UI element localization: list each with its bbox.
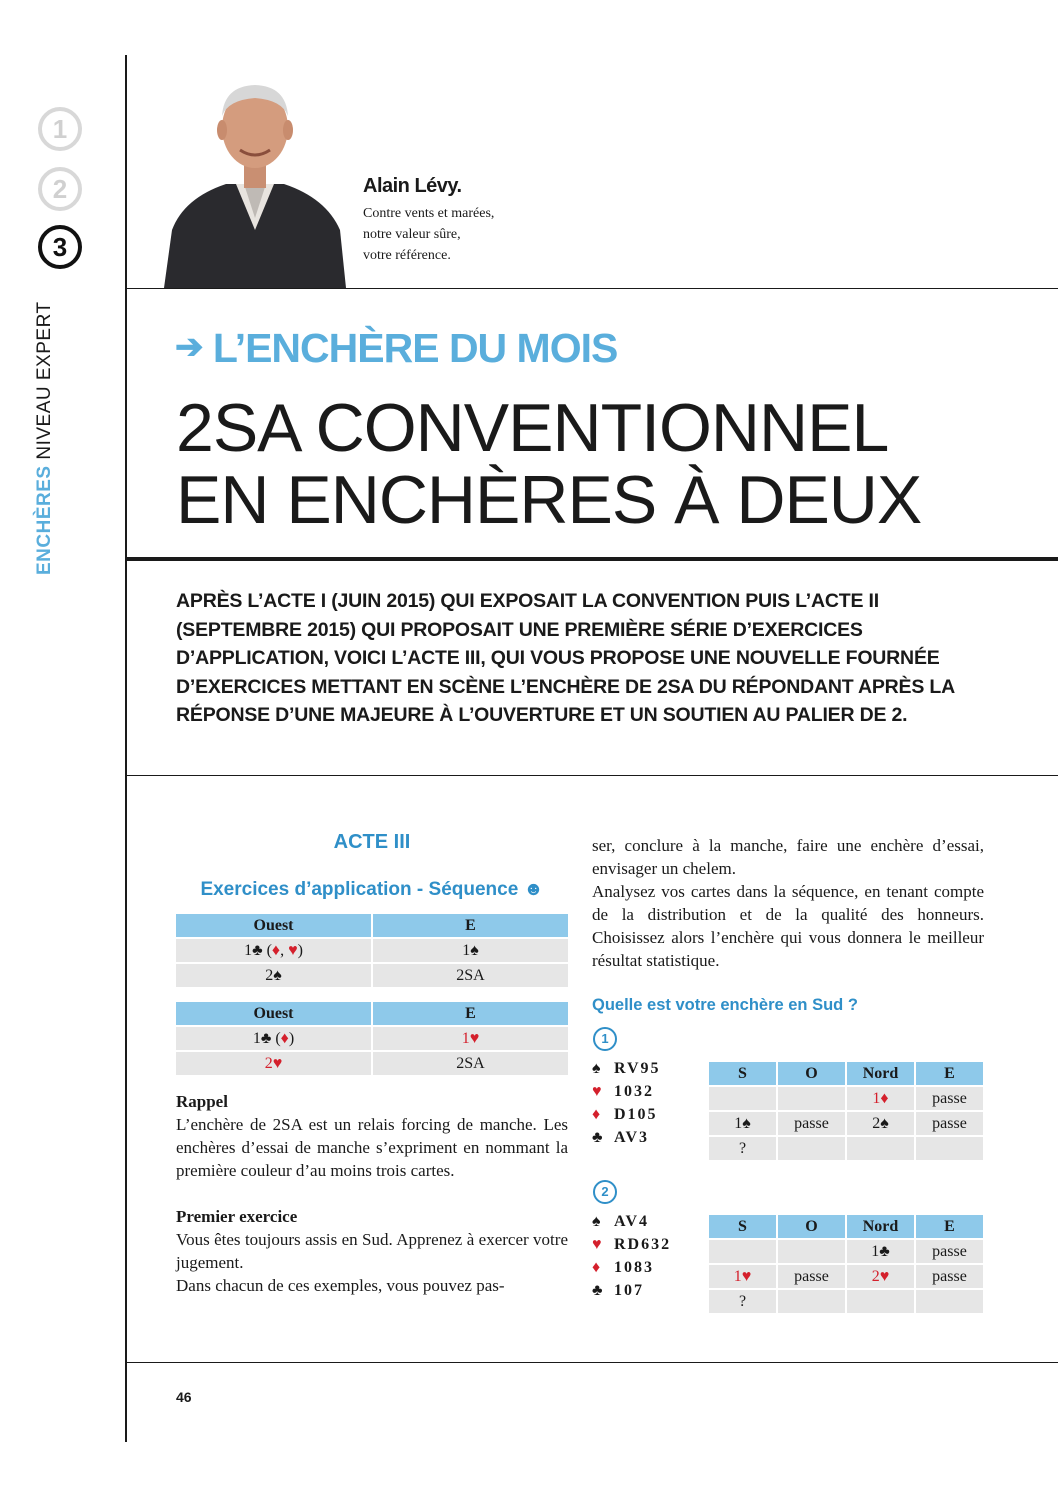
left-body	[176, 1090, 568, 1297]
article-title	[176, 392, 921, 536]
table-header	[176, 1002, 568, 1025]
bid-cell	[847, 1290, 914, 1313]
section-name: ENCHÈRES	[34, 465, 55, 575]
bid-cell: passe	[916, 1265, 983, 1288]
bid-cell: 2SA	[373, 1052, 568, 1075]
bid-cell	[916, 1290, 983, 1313]
col-header: O	[778, 1062, 845, 1085]
bid-cell: 1♦	[847, 1087, 914, 1110]
hand-line	[592, 1103, 661, 1126]
bid-cell: 1♣	[847, 1240, 914, 1263]
heart-icon: ♥	[592, 1236, 602, 1253]
hand-cards: AV3	[614, 1129, 650, 1146]
bid-cell: 2♥	[847, 1265, 914, 1288]
heart-icon: ♥	[592, 1083, 602, 1100]
hand-line	[592, 1256, 671, 1279]
bid-cell: 2♠	[847, 1112, 914, 1135]
hand-cards: RD632	[614, 1236, 672, 1253]
table-header	[709, 1062, 983, 1085]
bid-cell: 2SA	[373, 964, 568, 987]
page-number: 46	[176, 1389, 192, 1405]
table-header	[176, 914, 568, 937]
bid-cell: passe	[778, 1112, 845, 1135]
col-header: Ouest	[176, 914, 371, 937]
col-header: E	[373, 914, 568, 937]
hand-cards: AV4	[614, 1213, 650, 1230]
section-label	[34, 301, 56, 575]
bid-cell: ?	[709, 1290, 776, 1313]
diamond-icon: ♦	[592, 1259, 601, 1276]
table-row	[176, 1027, 568, 1050]
table-row	[709, 1087, 983, 1110]
problem-2-hand	[592, 1210, 671, 1302]
hand-line	[592, 1080, 661, 1103]
problem-1-hand	[592, 1057, 661, 1149]
hand-cards: 1032	[614, 1083, 654, 1100]
table-row	[709, 1265, 983, 1288]
tagline-line: votre référence.	[363, 248, 451, 263]
exercise-subtitle: Exercices d’application - Séquence ☻	[200, 879, 544, 900]
problem-2-number: 2	[593, 1180, 617, 1204]
table-row	[176, 964, 568, 987]
author-name: Alain Lévy.	[363, 175, 462, 197]
level-name: NIVEAU EXPERT	[34, 301, 55, 460]
question-heading: Quelle est votre enchère en Sud ?	[592, 996, 858, 1014]
table-row	[709, 1112, 983, 1135]
problem-1-auction	[707, 1060, 985, 1162]
col-header: E	[373, 1002, 568, 1025]
exercise-text: Vous êtes toujours assis en Sud. Apprenez à exercer votre jugement.	[176, 1230, 568, 1272]
act-title: ACTE III	[333, 831, 411, 853]
col-header: E	[916, 1062, 983, 1085]
hand-line	[592, 1126, 661, 1149]
bid-cell: 1♥	[709, 1265, 776, 1288]
table-row	[176, 939, 568, 962]
margin-rule	[125, 55, 127, 1442]
step-2-badge: 2	[38, 167, 82, 211]
table-row	[176, 1052, 568, 1075]
col-header: E	[916, 1215, 983, 1238]
hand-line	[592, 1233, 671, 1256]
title-line-1: 2SA CONVENTIONNEL	[176, 390, 889, 466]
spacer	[176, 1182, 568, 1205]
analysis-text: Analysez vos cartes dans la séquence, en tenant compte de la distribution et de la qualité des honneurs. Choisissez alors l’enchère qui vous donnera le meilleur résultat statistique.	[592, 882, 984, 970]
bid-cell: 1♠	[373, 939, 568, 962]
step-1-badge: 1	[38, 107, 82, 151]
club-icon: ♣	[592, 1129, 603, 1146]
bid-cell	[778, 1087, 845, 1110]
bid-cell: 2♠	[176, 964, 371, 987]
col-header: Nord	[847, 1215, 914, 1238]
bid-cell: 1♥	[373, 1027, 568, 1050]
hand-cards: RV95	[614, 1060, 661, 1077]
rappel-text: L’enchère de 2SA est un relais forcing de manche. Les enchères d’essai de manche s’expriment en nommant la première couleur d’au moins trois cartes.	[176, 1115, 568, 1180]
sequence-table-2	[174, 1000, 570, 1077]
sequence-table-1	[174, 912, 570, 989]
rappel-heading: Rappel	[176, 1092, 228, 1111]
col-header: S	[709, 1062, 776, 1085]
hand-line	[592, 1057, 661, 1080]
spade-icon: ♠	[592, 1213, 601, 1230]
kicker-text: L’ENCHÈRE DU MOIS	[212, 325, 618, 371]
bid-cell: passe	[916, 1240, 983, 1263]
tagline-line: notre valeur sûre,	[363, 227, 461, 242]
intro-rule	[125, 775, 1058, 776]
kicker	[175, 325, 617, 372]
bid-cell	[778, 1290, 845, 1313]
bid-cell: passe	[778, 1265, 845, 1288]
problem-2-auction	[707, 1213, 985, 1315]
bid-cell: 1♣ (♦)	[176, 1027, 371, 1050]
title-rule	[125, 557, 1058, 561]
bid-cell: 2♥	[176, 1052, 371, 1075]
col-header: Nord	[847, 1062, 914, 1085]
tagline-line: Contre vents et marées,	[363, 206, 495, 221]
bid-cell: passe	[916, 1112, 983, 1135]
footer-rule	[125, 1362, 1058, 1363]
spade-icon: ♠	[592, 1060, 601, 1077]
header-rule	[125, 288, 1058, 289]
exercise-heading: Premier exercice	[176, 1207, 298, 1226]
continued-text: ser, conclure à la manche, faire une enchère d’essai, envisager un chelem.	[592, 836, 984, 878]
bid-cell: 1♠	[709, 1112, 776, 1135]
bid-cell	[709, 1087, 776, 1110]
bid-cell	[176, 939, 371, 962]
hand-cards: 107	[614, 1282, 644, 1299]
col-header: Ouest	[176, 1002, 371, 1025]
bid-cell	[709, 1240, 776, 1263]
table-row	[709, 1240, 983, 1263]
bid-cell: ?	[709, 1137, 776, 1160]
hand-line	[592, 1279, 671, 1302]
bid-text: 1♣ (♦, ♥)	[244, 941, 303, 959]
col-header: S	[709, 1215, 776, 1238]
title-line-2: EN ENCHÈRES À DEUX	[176, 462, 922, 538]
hand-cards: 1083	[614, 1259, 654, 1276]
table-row	[709, 1290, 983, 1313]
problem-1-number: 1	[593, 1027, 617, 1051]
author-photo	[164, 80, 346, 288]
hand-cards: D105	[614, 1106, 658, 1123]
club-icon: ♣	[592, 1282, 603, 1299]
bid-cell	[847, 1137, 914, 1160]
exercise-text: Dans chacun de ces exemples, vous pouvez pas-	[176, 1276, 505, 1295]
table-row	[709, 1137, 983, 1160]
diamond-icon: ♦	[592, 1106, 601, 1123]
bid-cell	[778, 1240, 845, 1263]
bid-cell	[916, 1137, 983, 1160]
right-body	[592, 834, 984, 972]
arrow-right-icon: ➔	[175, 328, 203, 366]
hand-line	[592, 1210, 671, 1233]
table-header	[709, 1215, 983, 1238]
bid-cell	[778, 1137, 845, 1160]
intro-paragraph: APRÈS L’ACTE I (JUIN 2015) QUI EXPOSAIT LA CONVENTION PUIS L’ACTE II (SEPTEMBRE 2015) QUI PROPOSAIT UNE PREMIÈRE SÉRIE D’EXERCICES D’APPLICATION, VOICI L’ACTE III, QUI VOUS PROPOSE UNE NOUVELLE FOURNÉE D’EXERCICES METTANT EN SCÈNE L’ENCHÈRE DE 2SA DU RÉPONDANT APRÈS LA RÉPONSE D’UNE MAJEURE À L’OUVERTURE ET UN SOUTIEN AU PALIER DE 2.	[176, 590, 955, 726]
step-3-badge: 3	[38, 225, 82, 269]
author-tagline	[363, 203, 494, 266]
col-header: O	[778, 1215, 845, 1238]
bid-cell: passe	[916, 1087, 983, 1110]
